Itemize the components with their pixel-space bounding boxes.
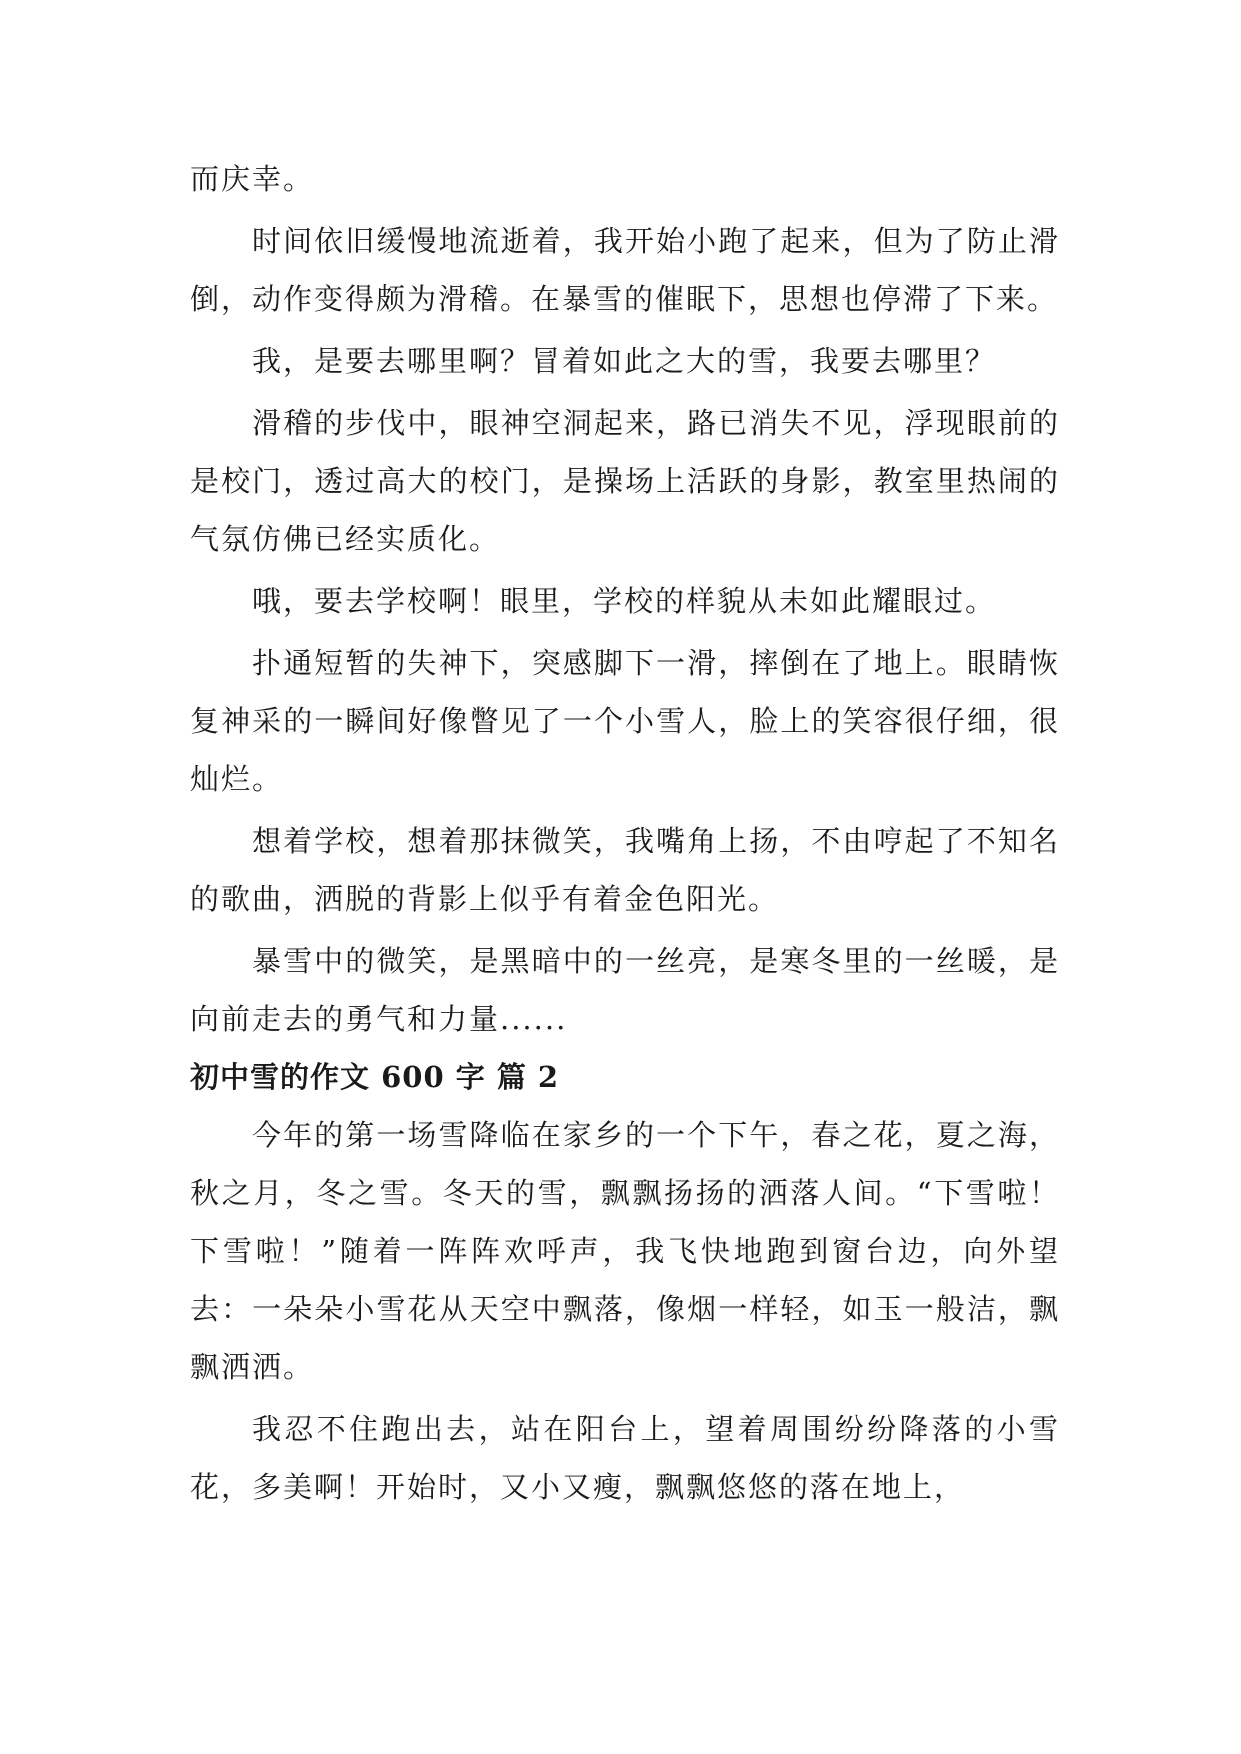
paragraph: 哦，要去学校啊！眼里，学校的样貌从未如此耀眼过。: [252, 584, 997, 618]
paragraph: 而庆幸。: [190, 162, 315, 196]
document-body: [190, 150, 1060, 1516]
paragraph: 滑稽的步伐中，眼神空洞起来，路已消失不见，浮现眼前的是校门，透过高大的校门，是操场上活跃的身影，教室里热闹的气氛仿佛已经实质化。: [190, 406, 1060, 556]
paragraph: 我忍不住跑出去，站在阳台上，望着周围纷纷降落的小雪花，多美啊！开始时，又小又瘦，飘飘悠悠的落在地上，: [190, 1412, 1060, 1504]
paragraph: 想着学校，想着那抹微笑，我嘴角上扬，不由哼起了不知名的歌曲，洒脱的背影上似乎有着金色阳光。: [190, 824, 1060, 916]
section-heading: 初中雪的作文 600 字 篇 2: [190, 1060, 560, 1094]
paragraph: 我，是要去哪里啊？冒着如此之大的雪，我要去哪里？: [252, 344, 997, 378]
paragraph: 暴雪中的微笑，是黑暗中的一丝亮，是寒冬里的一丝暖，是向前走去的勇气和力量......: [190, 944, 1060, 1036]
paragraph: 扑通短暂的失神下，突感脚下一滑，摔倒在了地上。眼睛恢复神采的一瞬间好像瞥见了一个小雪人，脸上的笑容很仔细，很灿烂。: [190, 646, 1060, 796]
paragraph: 今年的第一场雪降临在家乡的一个下午，春之花，夏之海，秋之月，冬之雪。冬天的雪，飘飘扬扬的洒落人间。“下雪啦！下雪啦！”随着一阵阵欢呼声，我飞快地跑到窗台边，向外望去：一朵朵小雪花从天空中飘落，像烟一样轻，如玉一般洁，飘飘洒洒。: [190, 1118, 1060, 1384]
paragraph: 时间依旧缓慢地流逝着，我开始小跑了起来，但为了防止滑倒，动作变得颇为滑稽。在暴雪的催眠下，思想也停滞了下来。: [190, 224, 1060, 316]
